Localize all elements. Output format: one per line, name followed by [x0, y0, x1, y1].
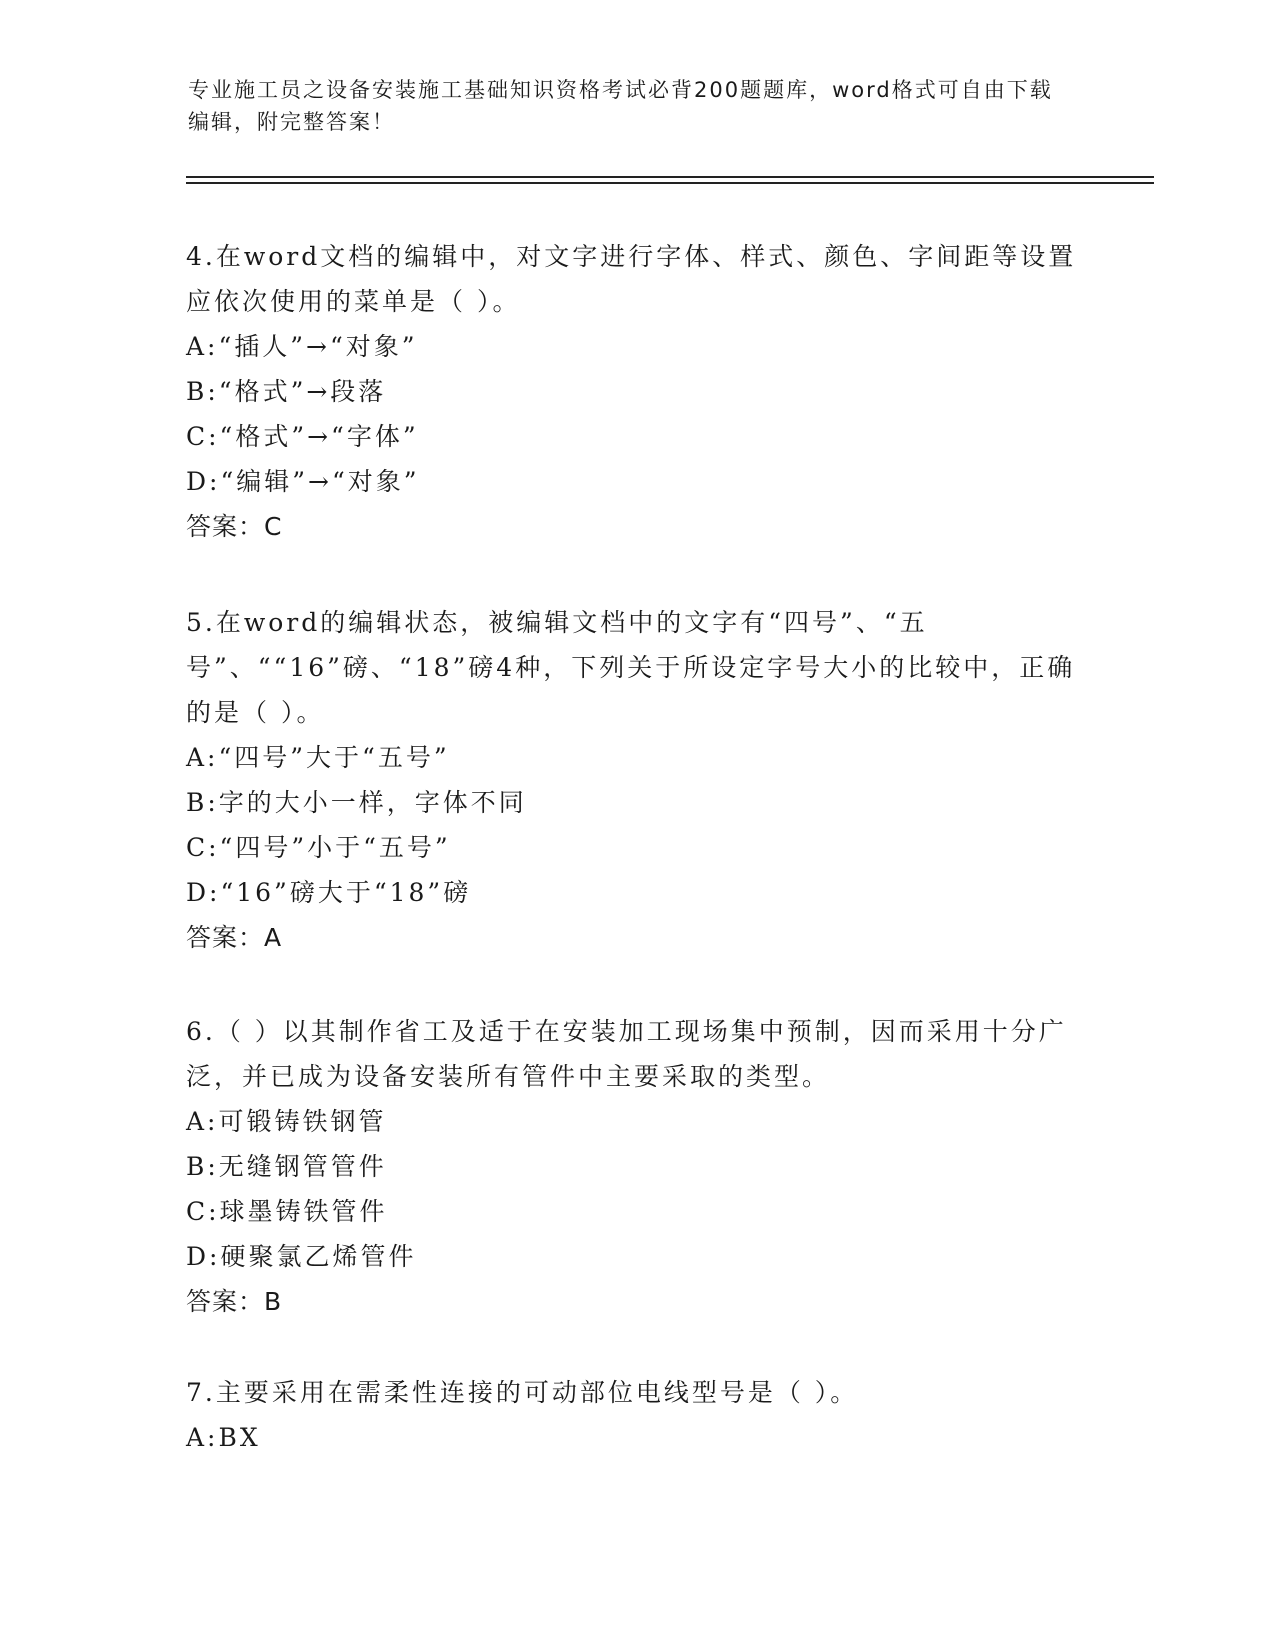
question-stem: 5.在word的编辑状态，被编辑文档中的文字有“四号”、“五号”、““16”磅、“18”磅4种，下列关于所设定字号大小的比较中，正确的是（ ）。 — [186, 608, 1076, 727]
option-d: D:“16”磅大于“18”磅 — [186, 878, 472, 907]
header-divider-bottom — [186, 182, 1154, 184]
question-stem: 6.（ ）以其制作省工及适于在安装加工现场集中预制，因而采用十分广泛，并已成为设备安装所有管件中主要采取的类型。 — [186, 1017, 1067, 1091]
option-d: D:“编辑”→“对象” — [186, 467, 420, 496]
option-b: B:字的大小一样，字体不同 — [186, 788, 527, 817]
option-a: A:“四号”大于“五号” — [186, 743, 450, 772]
option-d: D:硬聚氯乙烯管件 — [186, 1242, 417, 1271]
answer-line: 答案：C — [186, 512, 283, 541]
document-header: 专业施工员之设备安装施工基础知识资格考试必背200题题库，word格式可自由下载编辑，附完整答案！ — [188, 78, 1053, 134]
answer-line: 答案：B — [186, 1287, 283, 1316]
question-7 — [186, 1370, 1086, 1460]
option-b: B:无缝钢管管件 — [186, 1152, 387, 1181]
header-divider-top — [186, 176, 1154, 178]
question-5 — [186, 600, 1086, 960]
option-c: C:“四号”小于“五号” — [186, 833, 451, 862]
question-6 — [186, 1009, 1086, 1324]
question-4 — [186, 234, 1086, 549]
option-a: A:可锻铸铁钢管 — [186, 1107, 387, 1136]
option-b: B:“格式”→段落 — [186, 377, 387, 406]
option-c: C:球墨铸铁管件 — [186, 1197, 388, 1226]
option-c: C:“格式”→“字体” — [186, 422, 419, 451]
option-a: A:“插人”→“对象” — [186, 332, 418, 361]
question-stem: 7.主要采用在需柔性连接的可动部位电线型号是（ ）。 — [186, 1378, 859, 1407]
question-stem: 4.在word文档的编辑中，对文字进行字体、样式、颜色、字间距等设置应依次使用的菜单是（ ）。 — [186, 242, 1077, 316]
answer-line: 答案：A — [186, 923, 283, 952]
option-a: A:BX — [186, 1423, 261, 1452]
